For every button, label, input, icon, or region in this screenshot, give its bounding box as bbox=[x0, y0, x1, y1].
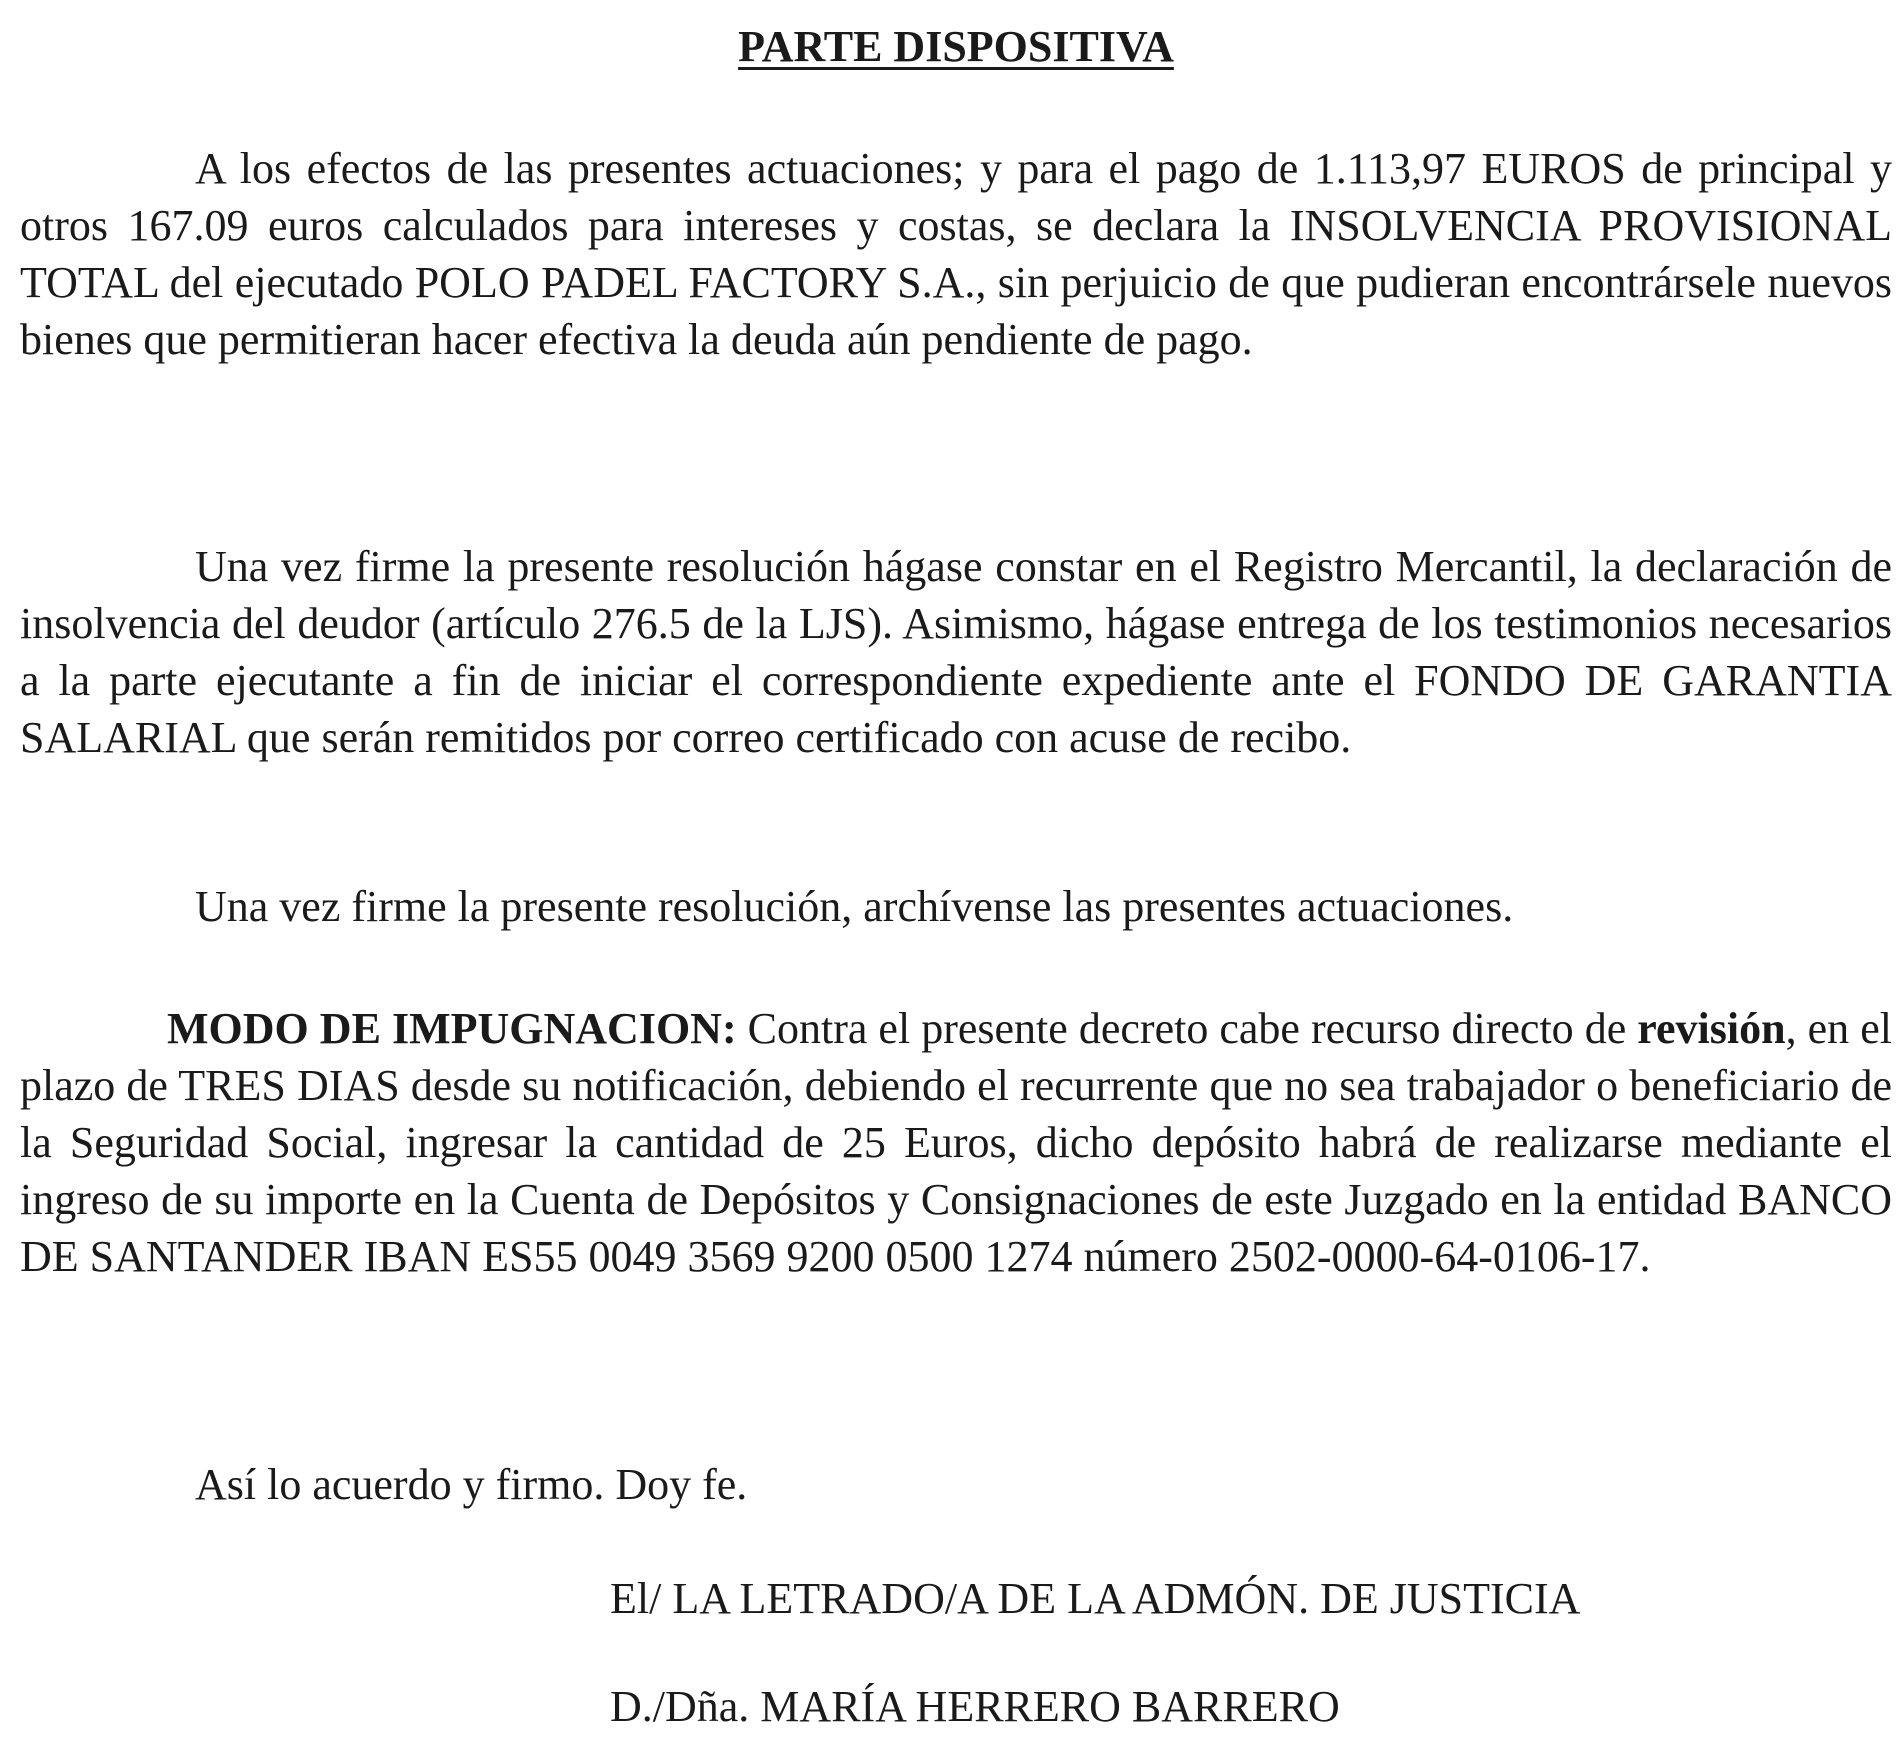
signatory-name: D./Dña. MARÍA HERRERO BARRERO bbox=[610, 1682, 1340, 1731]
impugnacion-text-a: Contra el presente decreto cabe recurso directo de bbox=[736, 1004, 1638, 1053]
closing-statement: Así lo acuerdo y firmo. Doy fe. bbox=[195, 1460, 748, 1509]
paragraph-insolvency: A los efectos de las presentes actuaciones; y para el pago de 1.113,97 EUROS de principal y otros 167.09 euros calculados para intereses y costas, se declara la INSOLVENCIA PROVISIONAL TOTAL del ejecutado POLO PADEL FACTORY S.A., sin perjuicio de que pudieran encontrársele nuevos bienes que permitieran hacer efectiva la deuda aún pendiente de pago. bbox=[20, 144, 1892, 364]
paragraph-archive: Una vez firme la presente resolución, archívense las presentes actuaciones. bbox=[195, 882, 1514, 931]
page-title bbox=[20, 22, 1892, 72]
signatory-title: El/ LA LETRADO/A DE LA ADMÓN. DE JUSTICIA bbox=[610, 1574, 1581, 1623]
paragraph-registry: Una vez firme la presente resolución hágase constar en el Registro Mercantil, la declaración de insolvencia del deudor (artículo 276.5 de la LJS). Asimismo, hágase entrega de los testimonios necesarios a la parte ejecutante a fin de iniciar el correspondiente expediente ante el FONDO DE GARANTIA SALARIAL que serán remitidos por correo certificado con acuse de recibo. bbox=[20, 542, 1892, 762]
paragraph-impugnacion bbox=[20, 1000, 1892, 1285]
page-title-text: PARTE DISPOSITIVA bbox=[738, 22, 1174, 71]
impugnacion-bold-word: revisión bbox=[1637, 1004, 1786, 1053]
impugnacion-text-b: , en el plazo de TRES DIAS desde su notificación, debiendo el recurrente que no sea trabajador o beneficiario de la Seguridad Social, ingresar la cantidad de 25 Euros, dicho depósito habrá de realizarse mediante el ingreso de su importe en la Cuenta de Depósitos y Consignaciones de este Juzgado en la entidad BANCO DE SANTANDER IBAN ES55 0049 3569 9200 0500 1274 número 2502-0000-64-0106-17. bbox=[20, 1004, 1892, 1281]
impugnacion-label: MODO DE IMPUGNACION: bbox=[167, 1004, 737, 1053]
document-page bbox=[20, 0, 1892, 1760]
